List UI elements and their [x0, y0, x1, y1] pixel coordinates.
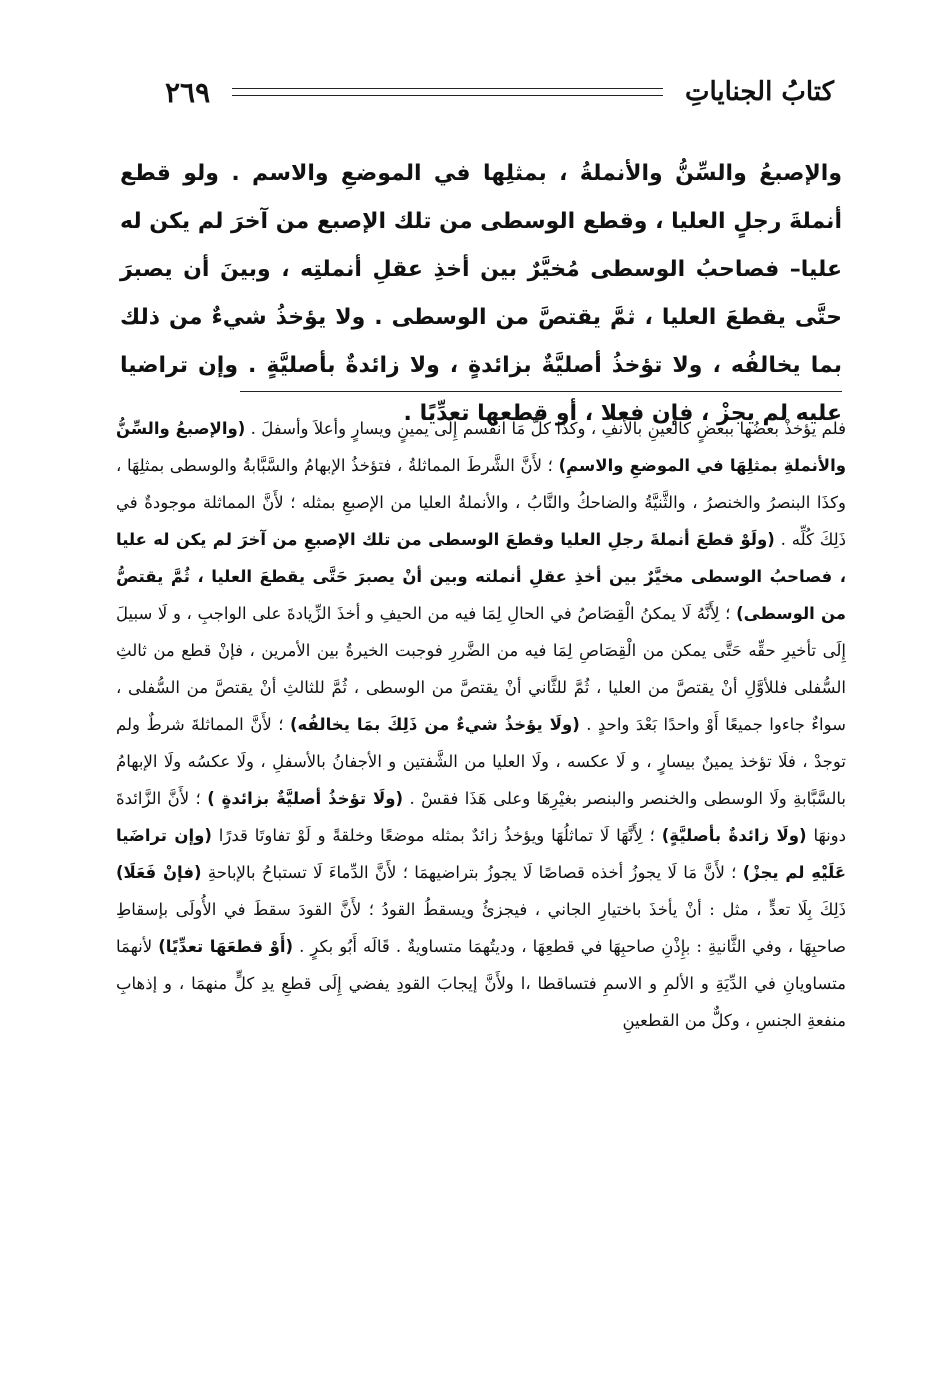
- quoted-matn-segment: (أَوْ قطعَهَا تعدِّيًا): [158, 937, 294, 956]
- commentary-segment: لأنهمَا متساويانِ في الدِّيَةِ و الألمِ و الاسمِ فتساقطا ،ا ولأَنَّ إيجابَ القودِ يفضي إِلَى قطعِ يدِ كلٍّ منهمَا ، و إذهابِ منفعةِ الجنسِ ، وكلٌّ من القطعينِ: [116, 937, 846, 1030]
- commentary-segment: ؛ لأَنَّ الشَّرطَ المماثلةُ ، فتؤخذُ الإبهامُ والسَّبَّابةُ والوسطى بمثلِهَا ، وكذَا البنصرُ والخنصرُ ، والثَّنيَّةُ والضاحكُ والنَّابُ ، والأنملةُ العليا من الإصبعِ بمثله ؛ لأَنَّ المماثلة موجودةٌ في ذَلِكَ كُلِّه .: [116, 456, 846, 549]
- main-text-block: [120, 150, 842, 438]
- running-title: كتابُ الجناياتِ: [684, 77, 834, 107]
- quoted-matn-segment: (وإن تراضَيا عَلَيْهِ لم يجزْ): [116, 826, 846, 882]
- quoted-matn-segment: (فإنْ فَعَلَا): [116, 863, 202, 882]
- commentary-segment: ذَلِكَ بِلَا تعدٍّ ، مثل : أنْ يأخذَ باختيارِ الجاني ، فيجزئُ ويسقطُ القودُ ؛ لأَنَّ القودَ سقطَ في الأُولَى بإسقاطِ صاحبِهَا ، وفي الثَّانيةِ : بإِذْنِ صاحبِهَا في قطعِهَا ، وديتُهمَا متساويةٌ . قَالَه أَبُو بكرٍ .: [116, 900, 846, 956]
- page-number: ٢٦٩: [165, 75, 211, 109]
- commentary-paragraph: [116, 410, 846, 1039]
- commentary-segment: ؛ لِأَنَّهُ لَا يمكنُ الْقِصَاصُ في الحالِ لِمَا فيه من الحيفِ و أخذَ الزِّيادةَ على الواجبِ ، و لَا سبيلَ إِلَى تأخيرِ حقِّه حَتَّى يمكن من الْقِصَاصِ لِمَا فيه من الضَّررِ فوجبت الخيرةُ بين الأمرين ، فإنْ قطع من ثالثِ السُّفلى فللأوَّلِ أنْ يقتصَّ من العليا ، ثُمَّ للثَّاني أنْ يقتصَّ من الوسطى ، ثُمَّ للثالثِ أنْ يقتصَّ من السُّفلى ، سواءٌ جاءوا جميعًا أَوْ واحدًا بَعْدَ واحدٍ .: [116, 604, 846, 734]
- quoted-matn-segment: (ولَوْ قطعَ أنملةَ رجلِ العليا وقطعَ الوسطى من تلك الإصبعِ من آخرَ لم يكن له عليا ، فصاحبُ الوسطى مخيَّرٌ بين أخذِ عقلِ أنملته وبين أنْ يصبرَ حَتَّى يقطعَ العليا ، ثُمَّ يقتصُّ من الوسطى): [116, 530, 847, 623]
- page-header: [165, 70, 834, 114]
- quoted-matn-segment: (ولَا تؤخذُ أصليَّةٌ بزائدةٍ ): [207, 789, 404, 808]
- header-rule: [232, 88, 663, 96]
- main-text-paragraph: والإصبعُ والسِّنُّ والأنملةُ ، بمثلِها في الموضعِ والاسم . ولو قطع أنملةَ رجلٍ العليا ، وقطع الوسطى من تلك الإصبع من آخرَ لم يكن له عليا– فصاحبُ الوسطى مُخيَّرٌ بين أخذِ عقلِ أنملتِه ، وبينَ أن يصبرَ حتَّى يقطعَ العليا ، ثمَّ يقتصَّ من الوسطى . ولا يؤخذُ شيءٌ من ذلك بما يخالفُه ، ولا تؤخذُ أصليَّةٌ بزائدةٍ ، ولا زائدةٌ بأصليَّةٍ . وإن تراضيا عليه لم يجزْ ، فإن فعلا ، أو قطعها تعدِّيًا .: [120, 161, 842, 426]
- commentary-segment: ؛ لِأَنَّهَا لَا تماثلُهَا ويؤخذُ زائدٌ بمثله موضعًا وخلقةً و لَوْ تفاوتَا قدرًا: [211, 826, 662, 845]
- commentary-segment: فلم يؤخذْ بعضُها ببعضٍ كالعينِ بالأنفِ ، وكذا كلُّ مَا انقسم إِلَى يمينٍ ويسارٍ وأعلاَ وأسفلَ .: [245, 419, 846, 438]
- commentary-block: [116, 410, 846, 1039]
- commentary-segment: ؛ لأَنَّ الزَّائدةَ دونهَا: [116, 789, 846, 845]
- quoted-matn-segment: (ولَا يؤخذُ شيءٌ من ذَلِكَ بمَا يخالفُه): [289, 715, 580, 734]
- commentary-segment: ؛ لأَنَّ مَا لَا يجوزُ أخذه قصاصًا لَا يجوزُ بتراضيهمَا ؛ لأَنَّ الدِّماءَ لَا تستباحُ بالإباحةِ: [201, 863, 743, 882]
- quoted-matn-segment: (والإصبعُ والسِّنُّ والأنملةِ بمثلِهَا في الموضعِ والاسمِ): [116, 419, 847, 475]
- footnote-separator: [240, 391, 842, 392]
- commentary-segment: ؛ لأَنَّ المماثلةَ شرطٌ ولم توجدْ ، فلَا تؤخذ يمينٌ بيسارٍ ، و لَا عكسه ، ولَا العليا من الشَّفتين و الأجفانُ بالأسفلِ ، ولَا عكسُه ولَا الإبهامُ بالسَّبَّابةِ ولَا الوسطى والخنصر والبنصر بغيْرِهَا وعلى هَذَا فقسْ .: [116, 715, 846, 808]
- quoted-matn-segment: (ولَا زائدةٌ بأصليَّةٍ): [661, 826, 807, 845]
